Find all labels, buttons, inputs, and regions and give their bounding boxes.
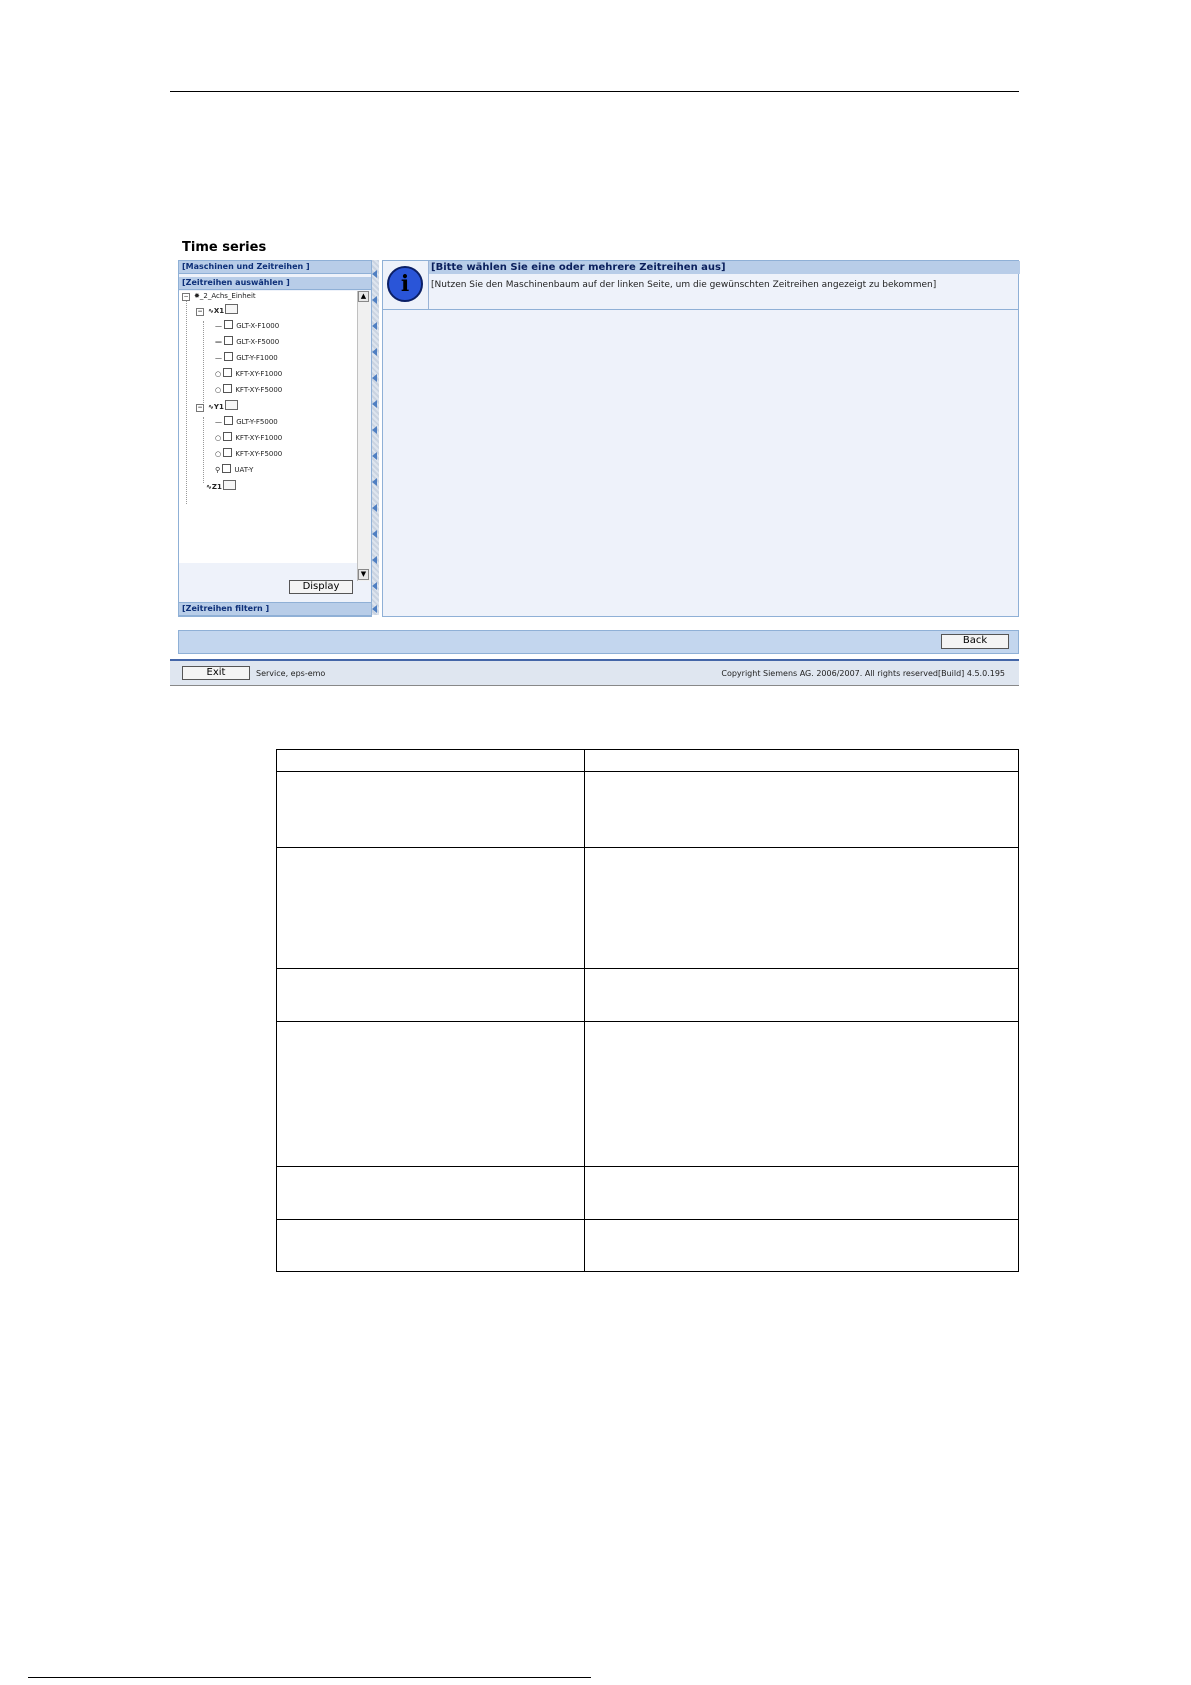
- collapse-arrow-icon[interactable]: [372, 605, 377, 613]
- select-series-section-bar[interactable]: [Zeitreihen auswählen ]: [179, 277, 371, 290]
- series-checkbox[interactable]: [223, 384, 232, 393]
- tree-axis-y1[interactable]: [196, 400, 238, 412]
- footer-rule: [28, 1677, 591, 1678]
- collapse-arrow-icon[interactable]: [372, 270, 377, 278]
- scroll-down-icon[interactable]: ▼: [358, 569, 369, 580]
- collapse-arrow-icon[interactable]: [372, 426, 377, 434]
- axis-label: X1: [213, 307, 225, 315]
- table-cell: [585, 1220, 1019, 1272]
- series-checkbox[interactable]: [224, 352, 233, 361]
- tree-item[interactable]: [215, 432, 282, 443]
- table-cell: [585, 1022, 1019, 1167]
- collapse-arrow-icon[interactable]: [372, 348, 377, 356]
- collapse-arrow-icon[interactable]: [372, 452, 377, 460]
- filter-section-bar[interactable]: [Zeitreihen filtern ]: [179, 602, 371, 616]
- plot-xy-icon: ⚲: [215, 466, 221, 474]
- line-dash-icon: —: [215, 322, 222, 330]
- table-cell: [277, 750, 585, 772]
- description-table: [276, 749, 1019, 1272]
- table-cell: [277, 772, 585, 848]
- table-cell: [585, 750, 1019, 772]
- table-row: [277, 1220, 1019, 1272]
- table-row: [277, 772, 1019, 848]
- tree-item[interactable]: [215, 368, 282, 379]
- table-cell: [585, 969, 1019, 1022]
- collapse-arrow-icon[interactable]: [372, 478, 377, 486]
- table-row: [277, 750, 1019, 772]
- copyright-text: Copyright Siemens AG. 2006/2007. All rights reserved[Build] 4.5.0.195: [721, 669, 1005, 678]
- series-checkbox[interactable]: [224, 416, 233, 425]
- table-cell: [585, 848, 1019, 969]
- collapse-icon[interactable]: −: [197, 404, 203, 411]
- folder-icon[interactable]: [223, 480, 236, 490]
- table-cell: [277, 1220, 585, 1272]
- signal-wave-icon: ∿: [208, 307, 214, 315]
- circle-icon: ○: [215, 386, 222, 394]
- tree-root-label: _2_Achs_Einheit: [199, 292, 256, 300]
- tree-connector: [186, 300, 187, 504]
- series-label: KFT-XY-F5000: [235, 386, 283, 394]
- status-bar: [170, 659, 1019, 686]
- signal-wave-icon: ∿: [208, 403, 214, 411]
- header-rule: [170, 91, 1019, 92]
- series-label: GLT-X-F5000: [236, 338, 280, 346]
- info-message: [383, 261, 1018, 310]
- series-label: KFT-XY-F1000: [235, 370, 283, 378]
- machines-section-bar[interactable]: [Maschinen und Zeitreihen ]: [179, 261, 371, 274]
- collapse-icon[interactable]: −: [197, 308, 203, 315]
- tree-root[interactable]: [182, 291, 256, 301]
- table-cell: [277, 969, 585, 1022]
- tree-connector: [203, 417, 204, 483]
- collapse-arrow-icon[interactable]: [372, 322, 377, 330]
- line-dash-icon: —: [215, 354, 222, 362]
- tree-item[interactable]: [215, 336, 279, 347]
- main-content-panel: [382, 260, 1019, 617]
- collapse-arrow-icon[interactable]: [372, 504, 377, 512]
- machine-tree-panel: [178, 260, 372, 617]
- tree-item[interactable]: [215, 416, 278, 427]
- collapse-arrow-icon[interactable]: [372, 400, 377, 408]
- tree-item[interactable]: [215, 320, 279, 331]
- series-checkbox[interactable]: [224, 336, 233, 345]
- collapse-arrow-icon[interactable]: [372, 296, 377, 304]
- info-heading: [Bitte wählen Sie eine oder mehrere Zeitreihen aus]: [429, 261, 1020, 274]
- user-info: Service, eps-emo: [256, 669, 326, 678]
- axis-label: Z1: [211, 483, 222, 491]
- series-checkbox[interactable]: [222, 464, 231, 473]
- table-row: [277, 1022, 1019, 1167]
- table-cell: [277, 1167, 585, 1220]
- table-cell: [277, 1022, 585, 1167]
- collapse-arrow-icon[interactable]: [372, 556, 377, 564]
- collapse-arrow-icon[interactable]: [372, 582, 377, 590]
- info-icon: i: [387, 266, 423, 302]
- tree-item[interactable]: [215, 464, 253, 475]
- series-label: GLT-Y-F5000: [236, 418, 278, 426]
- panel-splitter[interactable]: [372, 260, 379, 615]
- table-cell: [277, 848, 585, 969]
- axis-label: Y1: [213, 403, 224, 411]
- folder-icon[interactable]: [225, 400, 238, 410]
- folder-icon[interactable]: [225, 304, 238, 314]
- tree-axis-x1[interactable]: [196, 304, 238, 316]
- series-checkbox[interactable]: [223, 448, 232, 457]
- tree-axis-z1[interactable]: [206, 480, 236, 492]
- series-label: KFT-XY-F1000: [235, 434, 283, 442]
- exit-button[interactable]: Exit: [182, 666, 250, 680]
- table-cell: [585, 1167, 1019, 1220]
- collapse-arrow-icon[interactable]: [372, 530, 377, 538]
- tree-item[interactable]: [215, 384, 282, 395]
- series-label: GLT-Y-F1000: [236, 354, 278, 362]
- series-label: UAT-Y: [234, 466, 254, 474]
- line-dash-icon: —: [215, 418, 222, 426]
- series-checkbox[interactable]: [224, 320, 233, 329]
- series-checkbox[interactable]: [223, 432, 232, 441]
- tree-scrollbar[interactable]: [357, 291, 370, 581]
- collapse-icon[interactable]: −: [183, 293, 189, 300]
- tree-item[interactable]: [215, 352, 278, 363]
- signal-wave-icon: ∿: [206, 483, 212, 491]
- tree-item[interactable]: [215, 448, 282, 459]
- time-series-window: [178, 238, 1019, 683]
- circle-icon: ○: [215, 370, 222, 378]
- collapse-arrow-icon[interactable]: [372, 374, 377, 382]
- line-solid-icon: —: [215, 338, 222, 346]
- table-row: [277, 848, 1019, 969]
- back-button[interactable]: Back: [941, 634, 1009, 649]
- navigation-bar: [178, 630, 1019, 654]
- info-text: [Nutzen Sie den Maschinenbaum auf der linken Seite, um die gewünschten Zeitreihen angezeigt zu bekommen]: [431, 280, 937, 290]
- page-title: Time series: [182, 240, 267, 255]
- series-label: GLT-X-F1000: [236, 322, 280, 330]
- tree-connector: [203, 321, 204, 403]
- table-row: [277, 969, 1019, 1022]
- circle-icon: ○: [215, 434, 222, 442]
- table-row: [277, 1167, 1019, 1220]
- series-label: KFT-XY-F5000: [235, 450, 283, 458]
- machine-gear-icon: ✸: [194, 292, 200, 300]
- machine-tree: [179, 291, 357, 563]
- scroll-up-icon[interactable]: ▲: [358, 291, 369, 302]
- series-checkbox[interactable]: [223, 368, 232, 377]
- circle-icon: ○: [215, 450, 222, 458]
- display-button[interactable]: Display: [289, 580, 353, 594]
- table-cell: [585, 772, 1019, 848]
